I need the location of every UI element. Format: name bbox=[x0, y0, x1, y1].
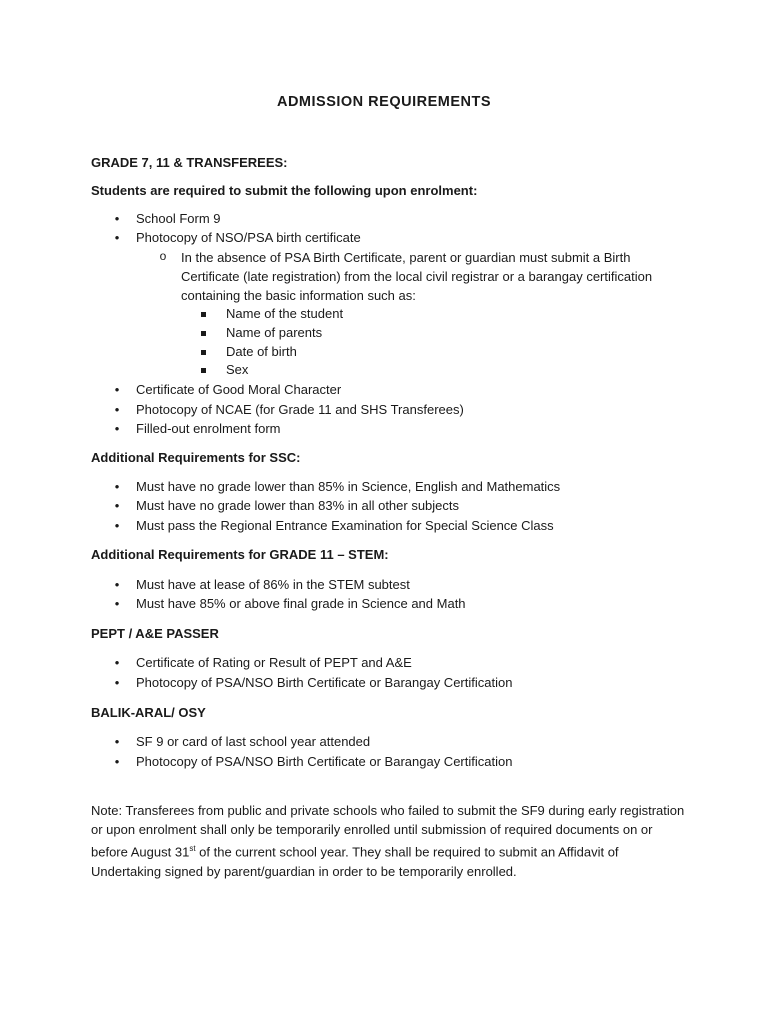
bullet-circle: o bbox=[159, 249, 167, 263]
list-item: Must have no grade lower than 83% in all other subjects bbox=[136, 498, 460, 513]
bullet-dot: • bbox=[114, 675, 120, 690]
sub-sub-list-item: Sex bbox=[226, 362, 249, 377]
bullet-square bbox=[201, 326, 209, 334]
note-text-part1: Note: Transferees from public and private schools who failed to submit the SF9 during early registration or upon enrolment shall only be temporarily enrolled until submission of required documents on or before August 31 bbox=[91, 803, 685, 860]
bullet-dot: • bbox=[114, 498, 120, 513]
list-item: Certificate of Good Moral Character bbox=[136, 382, 342, 397]
bullet-dot: • bbox=[114, 211, 120, 226]
bullet-dot: • bbox=[114, 754, 120, 769]
list-item: Must have no grade lower than 85% in Science, English and Mathematics bbox=[136, 479, 561, 494]
list-item: Photocopy of PSA/NSO Birth Certificate or Barangay Certification bbox=[136, 675, 513, 690]
list-item: Must have 85% or above final grade in Science and Math bbox=[136, 596, 466, 611]
bullet-dot: • bbox=[114, 479, 120, 494]
bullet-dot: • bbox=[114, 382, 120, 397]
list-item: Must have at lease of 86% in the STEM subtest bbox=[136, 577, 410, 592]
bullet-dot: • bbox=[114, 655, 120, 670]
bullet-dot: • bbox=[114, 596, 120, 611]
list-item: Filled-out enrolment form bbox=[136, 421, 281, 436]
list-item: Photocopy of PSA/NSO Birth Certificate or Barangay Certification bbox=[136, 754, 513, 769]
sub-sub-list-item: Name of parents bbox=[226, 325, 323, 340]
section-heading-pept: PEPT / A&E PASSER bbox=[91, 626, 219, 641]
section-heading-balik-aral: BALIK-ARAL/ OSY bbox=[91, 705, 206, 720]
list-item: School Form 9 bbox=[136, 211, 221, 226]
list-item: Photocopy of NSO/PSA birth certificate bbox=[136, 230, 361, 245]
bullet-dot: • bbox=[114, 518, 120, 533]
bullet-dot: • bbox=[114, 402, 120, 417]
sub-sub-list-item: Name of the student bbox=[226, 306, 344, 321]
note-text-part2: of the current school year. They shall be required to submit an Affidavit of Undertaking signed by parent/guardian in order to be temporarily enrolled. bbox=[91, 844, 619, 879]
sub-sub-list-item: Date of birth bbox=[226, 344, 297, 359]
list-item: Must pass the Regional Entrance Examination for Special Science Class bbox=[136, 518, 554, 533]
section-intro: Students are required to submit the following upon enrolment: bbox=[91, 183, 478, 198]
sub-list-item: In the absence of PSA Birth Certificate, parent or guardian must submit a Birth Certificate (late registration) from the local civil registrar or a barangay certification containing the basic information such as: bbox=[181, 250, 653, 303]
bullet-dot: • bbox=[114, 421, 120, 436]
bullet-dot: • bbox=[114, 734, 120, 749]
note-paragraph bbox=[91, 801, 691, 881]
list-item: Certificate of Rating or Result of PEPT and A&E bbox=[136, 655, 412, 670]
list-item: SF 9 or card of last school year attended bbox=[136, 734, 371, 749]
bullet-square bbox=[201, 307, 209, 315]
bullet-square bbox=[201, 363, 209, 371]
note-superscript: st bbox=[189, 844, 196, 854]
bullet-square bbox=[201, 345, 209, 353]
bullet-dot: • bbox=[114, 577, 120, 592]
section-heading-stem: Additional Requirements for GRADE 11 – STEM: bbox=[91, 547, 389, 562]
section-heading-grade7-11-transferees: GRADE 7, 11 & TRANSFEREES: bbox=[91, 155, 288, 170]
page-title: ADMISSION REQUIREMENTS bbox=[276, 94, 491, 110]
list-item: Photocopy of NCAE (for Grade 11 and SHS Transferees) bbox=[136, 402, 464, 417]
section-heading-ssc: Additional Requirements for SSC: bbox=[91, 450, 301, 465]
bullet-dot: • bbox=[114, 230, 120, 245]
